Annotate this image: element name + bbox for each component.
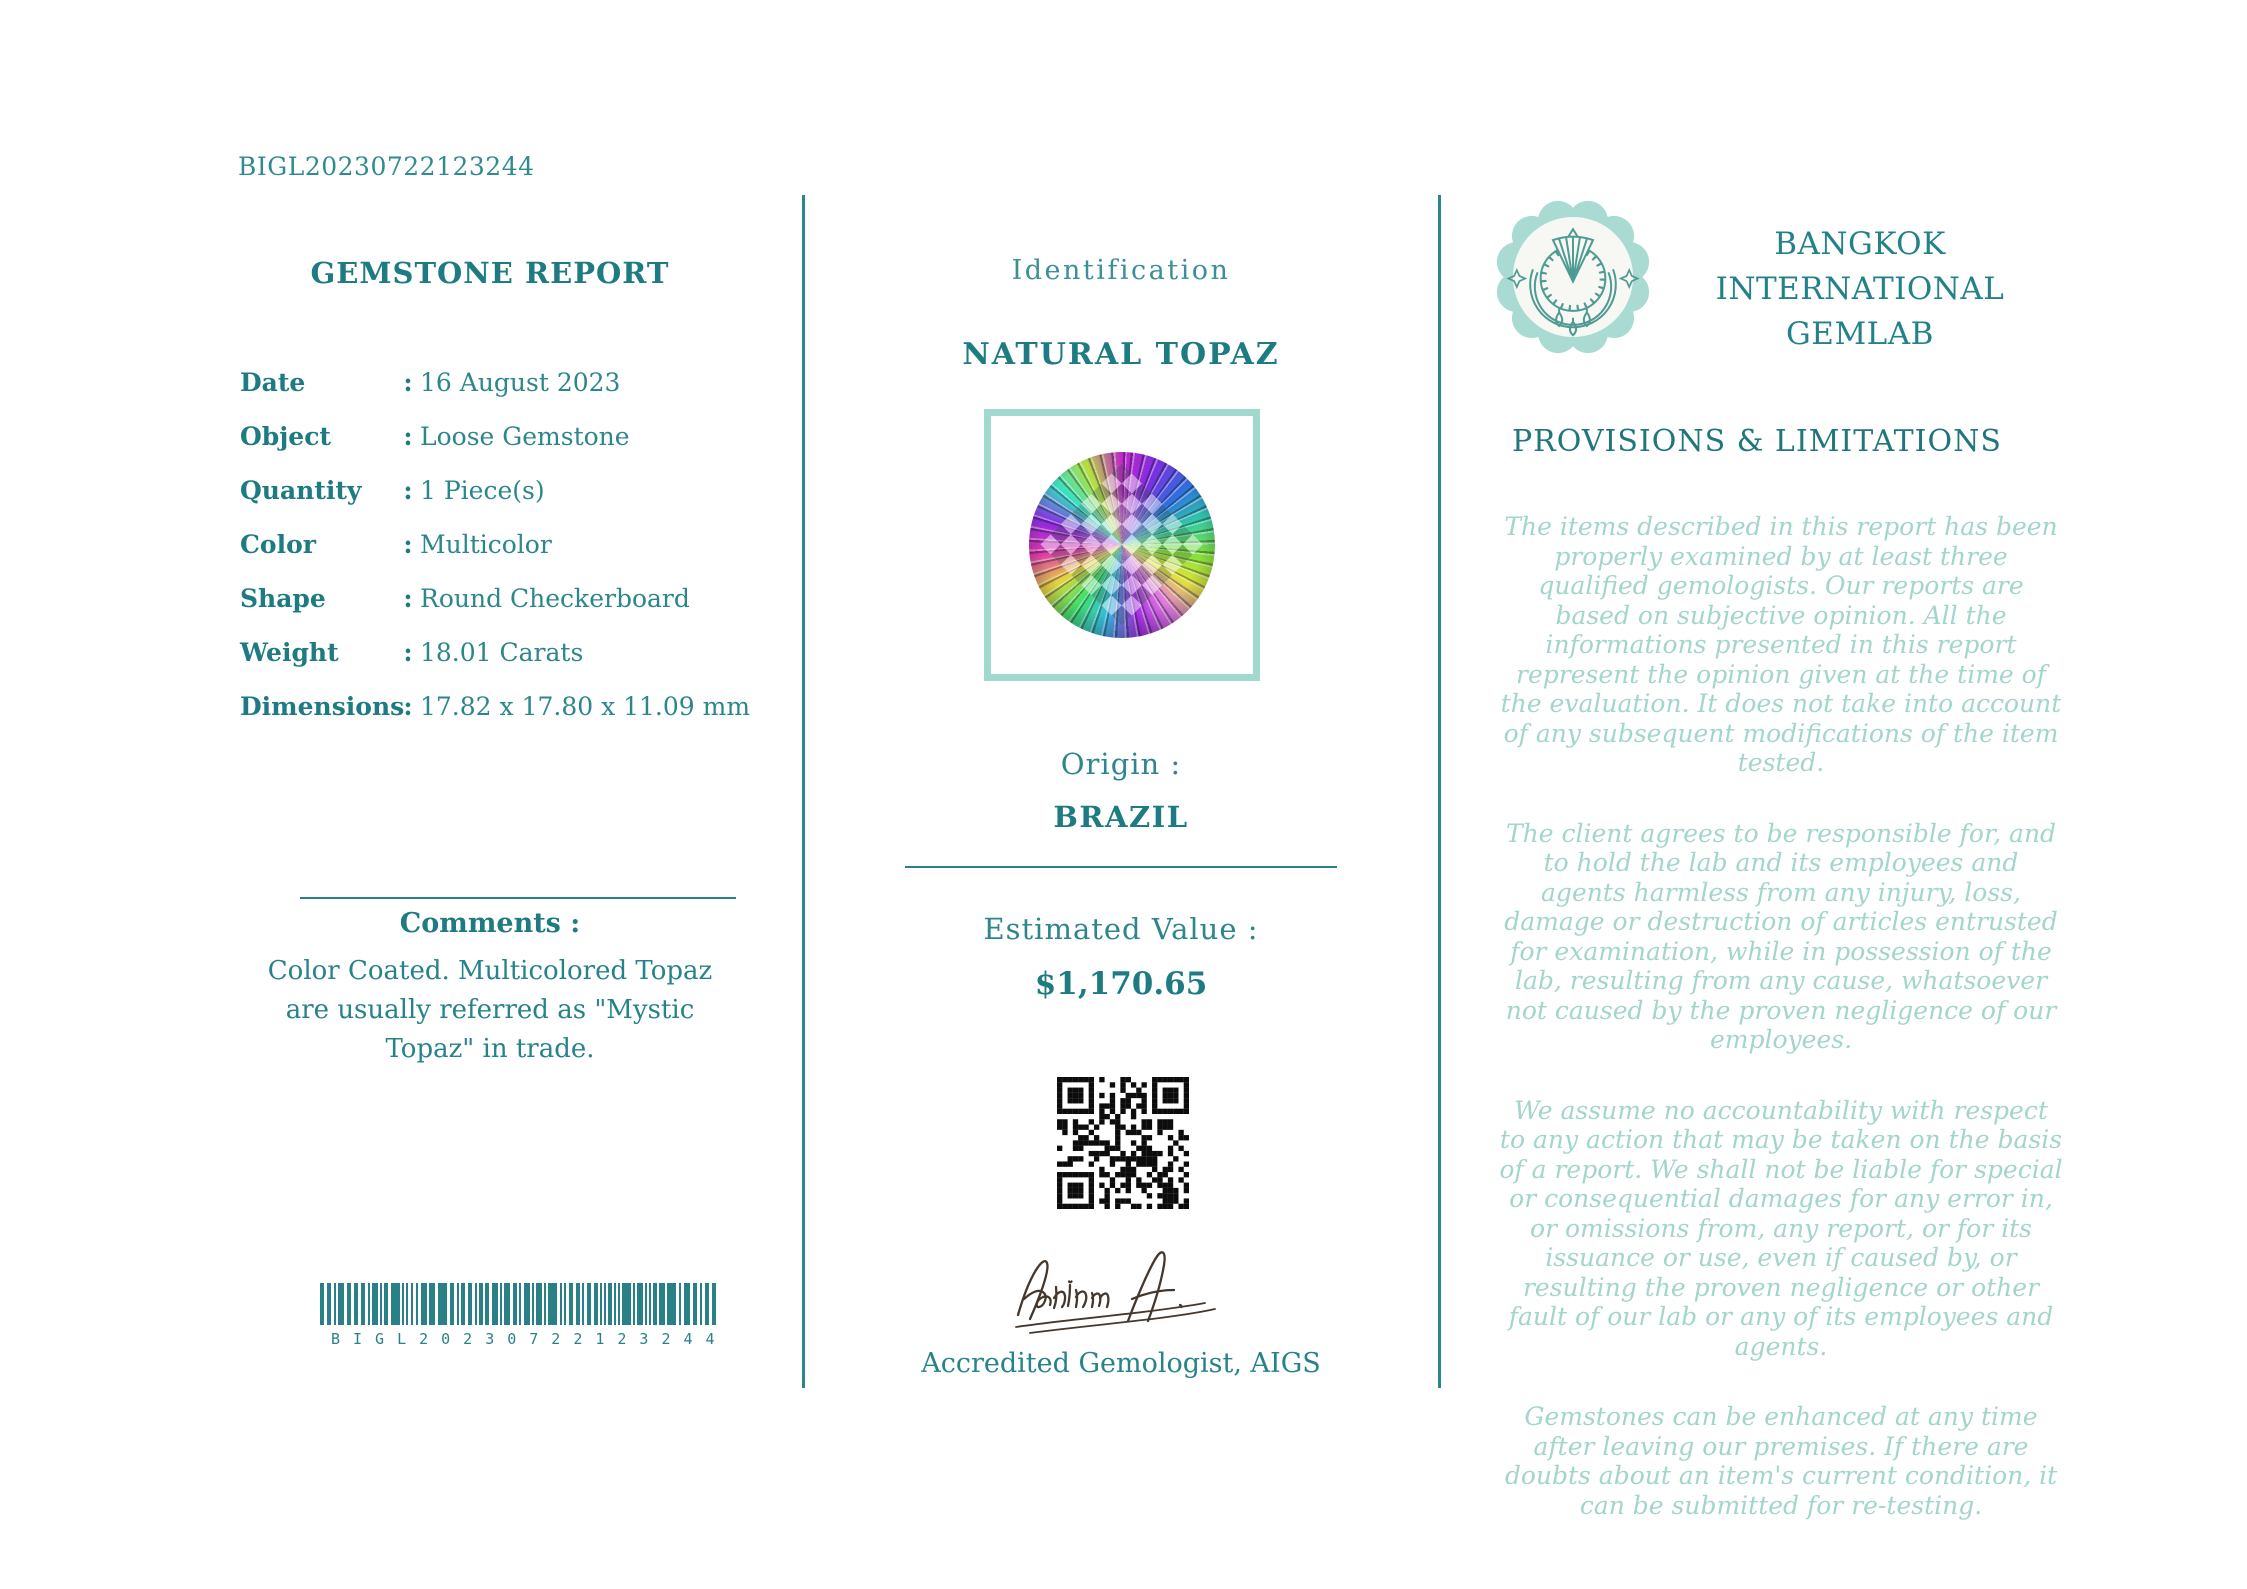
qr-code-icon bbox=[1057, 1077, 1189, 1209]
field-value: 17.82 x 17.80 x 11.09 mm bbox=[420, 692, 751, 721]
identification-result: NATURAL TOPAZ bbox=[962, 337, 1280, 372]
field-value: Round Checkerboard bbox=[420, 584, 690, 613]
identification-heading: Identification bbox=[1011, 255, 1231, 286]
field-label: Weight bbox=[240, 638, 339, 667]
provision-paragraph: Gemstones can be enhanced at any time after leaving our premises. If there are doubts about an item's current condition, it can be submitted for re-testing. bbox=[1504, 1402, 2058, 1520]
provision-paragraph: The client agrees to be responsible for, and to hold the lab and its employees and agents harmless from any injury, loss, damage or destruction of articles entrusted for examination, while in possession of the lab, resulting from any cause, whatsoever not caused by the proven negligence of our employees. bbox=[1504, 818, 2058, 1054]
field-value: Multicolor bbox=[420, 530, 552, 559]
gemlab-badge-icon bbox=[1496, 200, 1650, 354]
field-separator: : bbox=[403, 476, 413, 505]
field-label: Shape bbox=[240, 584, 326, 613]
lab-name-line: INTERNATIONAL bbox=[1715, 271, 2005, 307]
comments-divider bbox=[300, 897, 736, 899]
gemstone-photo bbox=[1029, 452, 1215, 638]
column-divider-left bbox=[802, 195, 805, 1388]
field-separator: : bbox=[403, 530, 413, 559]
field-separator: : bbox=[403, 368, 413, 397]
field-row-dimensions bbox=[240, 692, 780, 746]
field-label: Object bbox=[240, 422, 331, 451]
field-separator: : bbox=[403, 692, 413, 721]
origin-label: Origin : bbox=[1060, 747, 1182, 781]
lab-name-line: BANGKOK bbox=[1774, 226, 1946, 262]
barcode bbox=[318, 1283, 728, 1348]
gemstone-photo-frame bbox=[984, 409, 1260, 681]
field-value: 18.01 Carats bbox=[420, 638, 584, 667]
field-row-weight bbox=[240, 638, 780, 692]
provision-paragraph: The items described in this report has been properly examined by at least three qualified gemologists. Our reports are based on subjective opinion. All the informations presented in this report represent the opinion given at the time of the evaluation. It does not take into account of any subsequent modifications of the item tested. bbox=[1500, 512, 2062, 777]
origin-value: BRAZIL bbox=[1053, 800, 1189, 834]
field-separator: : bbox=[403, 422, 413, 451]
field-label: Date bbox=[240, 368, 306, 397]
qr-code-image bbox=[1057, 1077, 1189, 1209]
column-divider-right bbox=[1438, 195, 1441, 1388]
field-separator: : bbox=[403, 638, 413, 667]
estimated-value: $1,170.65 bbox=[1034, 966, 1208, 1002]
lab-name-line: GEMLAB bbox=[1786, 316, 1934, 352]
comments-text: Color Coated. Multicolored Topaz are usually referred as "Mystic Topaz" in trade. bbox=[267, 956, 713, 1064]
comments-title: Comments : bbox=[399, 908, 581, 939]
report-number: BIGL20230722123244 bbox=[238, 152, 535, 181]
provision-paragraph: We assume no accountability with respect to any action that may be taken on the basis of a report. We shall not be liable for special or consequential damages for any error in, or omissions from, any report, or for its issuance or use, even if caused by, or resulting the proven negligence or other fault of our lab or any of its employees and agents. bbox=[1499, 1095, 2063, 1361]
field-value: 16 August 2023 bbox=[420, 368, 621, 397]
signature-icon bbox=[1000, 1243, 1260, 1343]
barcode-bars-icon bbox=[320, 1283, 716, 1325]
field-label: Color bbox=[240, 530, 316, 559]
field-row-date bbox=[240, 368, 780, 422]
field-row-shape bbox=[240, 584, 780, 638]
field-label: Dimensions bbox=[240, 692, 405, 721]
barcode-text: BIGL20230722123244 bbox=[331, 1330, 728, 1348]
field-label: Quantity bbox=[240, 476, 362, 505]
gemstone-details-table bbox=[240, 368, 780, 746]
lab-name bbox=[1660, 222, 2060, 357]
field-row-quantity bbox=[240, 476, 780, 530]
provisions-title: PROVISIONS & LIMITATIONS bbox=[1512, 424, 2002, 459]
gemlab-logo-icon bbox=[1496, 200, 1650, 354]
value-divider bbox=[905, 866, 1337, 868]
estimated-value-label: Estimated Value : bbox=[983, 912, 1259, 946]
field-row-object bbox=[240, 422, 780, 476]
field-value: Loose Gemstone bbox=[420, 422, 630, 451]
report-title: GEMSTONE REPORT bbox=[310, 256, 670, 290]
field-value: 1 Piece(s) bbox=[420, 476, 545, 505]
gemologist-signature bbox=[1000, 1243, 1260, 1343]
field-row-color bbox=[240, 530, 780, 584]
provisions-text bbox=[1498, 512, 2064, 1561]
gemologist-title: Accredited Gemologist, AIGS bbox=[921, 1348, 1321, 1379]
field-separator: : bbox=[403, 584, 413, 613]
